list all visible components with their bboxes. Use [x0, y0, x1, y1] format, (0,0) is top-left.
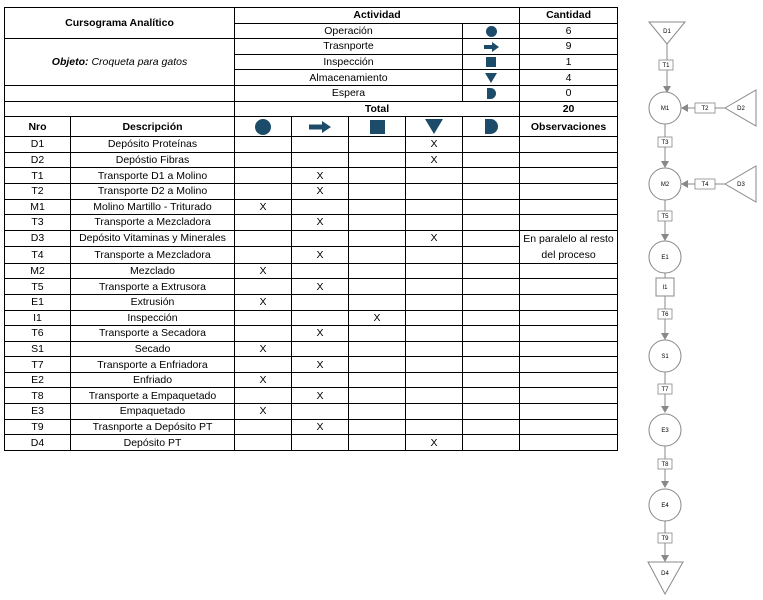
flow-label-e3: E3	[661, 428, 669, 434]
summary-name: Inspección	[235, 54, 463, 70]
row-nro: T1	[5, 168, 71, 184]
row-nro: T8	[5, 388, 71, 404]
col-nro: Nro	[5, 117, 71, 137]
actividad-header: Actividad	[235, 8, 520, 24]
row-mark: X	[292, 168, 349, 184]
row-descripcion: Depóstio Fibras	[71, 152, 235, 168]
row-nro: S1	[5, 341, 71, 357]
flow-label-e1: E1	[661, 255, 669, 261]
row-mark: X	[235, 404, 292, 420]
row-nro: T2	[5, 183, 71, 199]
row-descripcion: Empaquetado	[71, 404, 235, 420]
summary-count: 0	[520, 85, 618, 101]
flow-label-t4: T4	[701, 182, 709, 188]
row-mark: X	[292, 357, 349, 373]
row-descripcion: Secado	[71, 341, 235, 357]
row-nro: D1	[5, 137, 71, 153]
row-mark: X	[292, 388, 349, 404]
flow-label-t9: T9	[661, 536, 669, 542]
row-mark: X	[406, 152, 463, 168]
row-descripcion: Transporte a Extrusora	[71, 279, 235, 295]
flow-label-t6: T6	[661, 312, 669, 318]
row-descripcion: Depósito Proteínas	[71, 137, 235, 153]
flow-label-t5: T5	[661, 214, 669, 220]
row-mark: X	[292, 326, 349, 342]
row-nro: T3	[5, 215, 71, 231]
summary-count: 9	[520, 39, 618, 55]
row-descripcion: Enfriado	[71, 372, 235, 388]
flow-label-t2: T2	[701, 106, 709, 112]
row-nro: T7	[5, 357, 71, 373]
row-descripcion: Depósito Vitaminas y Minerales	[71, 230, 235, 247]
row-nro: D3	[5, 230, 71, 247]
flow-label-d1: D1	[663, 29, 671, 35]
row-mark: X	[235, 263, 292, 279]
row-descripcion: Transporte a Mezcladora	[71, 247, 235, 264]
row-descripcion: Depósito PT	[71, 435, 235, 451]
flow-label-i1: I1	[662, 285, 668, 291]
row-mark: X	[406, 230, 463, 247]
summary-name: Trasnporte	[235, 39, 463, 55]
col-descripcion: Descripción	[71, 117, 235, 137]
summary-count: 6	[520, 23, 618, 39]
total-label: Total	[235, 101, 520, 117]
flow-label-s1: S1	[661, 354, 669, 360]
title-cell: Cursograma Analítico	[5, 8, 235, 39]
row-mark: X	[406, 137, 463, 153]
objeto-label: Objeto:	[51, 56, 89, 69]
row-observacion: En paralelo al resto del proceso	[520, 230, 618, 263]
flow-label-t8: T8	[661, 462, 669, 468]
row-mark: X	[406, 435, 463, 451]
summary-name: Almacenamiento	[235, 70, 463, 86]
summary-name: Espera	[235, 85, 463, 101]
row-descripcion: Mezclado	[71, 263, 235, 279]
row-mark: X	[235, 294, 292, 310]
flow-label-d2: D2	[737, 106, 745, 112]
row-nro: D2	[5, 152, 71, 168]
flow-label-t1: T1	[662, 63, 670, 69]
row-descripcion: Extrusión	[71, 294, 235, 310]
objeto-value: Croqueta para gatos	[91, 56, 188, 69]
row-nro: E1	[5, 294, 71, 310]
flow-node-d4	[648, 562, 683, 594]
row-nro: E2	[5, 372, 71, 388]
row-mark: X	[292, 215, 349, 231]
flow-label-m2: M2	[660, 182, 670, 188]
row-descripcion: Transporte D1 a Molino	[71, 168, 235, 184]
row-nro: M2	[5, 263, 71, 279]
row-mark: X	[292, 279, 349, 295]
total-value: 20	[520, 101, 618, 117]
flow-label-t3: T3	[661, 140, 669, 146]
row-mark: X	[235, 199, 292, 215]
row-mark: X	[292, 419, 349, 435]
col-observaciones: Observaciones	[520, 117, 618, 137]
row-mark: X	[349, 310, 406, 326]
row-descripcion: Inspección	[71, 310, 235, 326]
row-descripcion: Transporte a Empaquetado	[71, 388, 235, 404]
row-mark: X	[235, 372, 292, 388]
row-nro: T4	[5, 247, 71, 264]
flow-label-d3: D3	[737, 182, 745, 188]
summary-name: Operación	[235, 23, 463, 39]
row-nro: T5	[5, 279, 71, 295]
row-nro: I1	[5, 310, 71, 326]
row-mark: X	[235, 341, 292, 357]
summary-count: 1	[520, 54, 618, 70]
summary-count: 4	[520, 70, 618, 86]
row-descripcion: Transporte a Secadora	[71, 326, 235, 342]
cantidad-header: Cantidad	[520, 8, 618, 24]
flow-label-d4: D4	[661, 571, 669, 577]
row-descripcion: Trasnporte a Depósito PT	[71, 419, 235, 435]
row-descripcion: Transporte a Enfriadora	[71, 357, 235, 373]
flow-label-m1: M1	[660, 106, 670, 112]
row-descripcion: Molino Martillo - Triturado	[71, 199, 235, 215]
row-nro: T6	[5, 326, 71, 342]
row-nro: E3	[5, 404, 71, 420]
row-mark: X	[292, 183, 349, 199]
row-nro: D4	[5, 435, 71, 451]
row-nro: M1	[5, 199, 71, 215]
row-descripcion: Transporte D2 a Molino	[71, 183, 235, 199]
row-mark: X	[292, 247, 349, 264]
row-descripcion: Transporte a Mezcladora	[71, 215, 235, 231]
flow-label-t7: T7	[661, 387, 669, 393]
flow-label-e4: E4	[661, 503, 669, 509]
row-nro: T9	[5, 419, 71, 435]
